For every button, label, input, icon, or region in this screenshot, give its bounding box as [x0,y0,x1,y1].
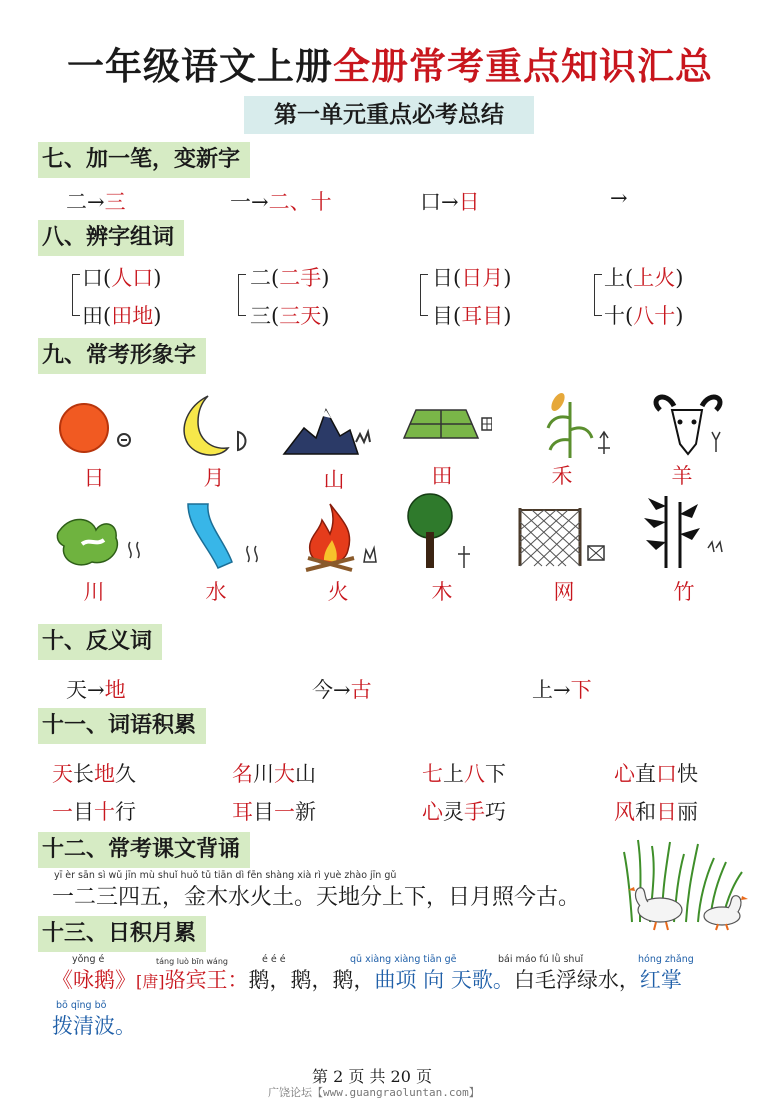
idiom-char: 日 [656,800,677,824]
recitation-pinyin: yī èr sān sì wǔ jīn mù shuǐ huǒ tǔ tiān dì fēn shàng xià rì yuè zhào jīn gǔ [54,870,397,881]
sheep-pictograph-icon [646,388,736,468]
group-char: 目 [432,304,453,328]
group-word: 二手 [279,266,322,290]
section-heading-11: 十一、词语积累 [38,708,206,744]
page-number: 第 2 页 共 20 页 [312,1067,432,1086]
section-heading-10: 十、反义词 [38,624,162,660]
title-red: 全册常考重点知识汇总 [333,45,713,88]
idiom-char: 巧 [485,800,506,824]
add-stroke-base: 口→ [420,190,459,214]
idiom-char: 直 [635,762,656,786]
group-char: 十 [604,304,625,328]
idiom-char: 七 [422,762,443,786]
poem-blue-pinyin: qū xiàng xiàng tiān gē [350,954,457,965]
idiom-item [422,796,506,826]
pictograph-label: 网 [553,580,575,604]
poem-end-pinyin: hóng zhǎng [638,954,694,965]
add-stroke-result: 日 [458,190,480,214]
pictograph-label: 水 [205,580,227,604]
idiom-item [614,796,698,826]
idiom-char: 口 [656,762,677,786]
poem-dynasty: [唐] [136,972,165,991]
add-stroke-base: → [610,186,628,210]
idiom-item [422,758,506,788]
idiom-char: 灵 [443,800,464,824]
idiom-char: 和 [635,800,656,824]
poem-e-pinyin: é é é [262,954,286,965]
group-char: 三 [250,304,271,328]
idiom-char: 天 [52,762,73,786]
group-char: 日 [432,266,453,290]
poem-text-black: 白毛浮绿水， [513,968,640,992]
idiom-char: 名 [232,762,253,786]
idiom-char: 下 [485,762,506,786]
antonym-pair [312,674,372,704]
title-black: 一年级语文上册 [67,45,333,88]
section-heading-8: 八、辨字组词 [38,220,184,256]
idiom-char: 大 [274,762,295,786]
idiom-item [52,758,136,788]
word-group-bottom: 目(耳目) [432,304,512,328]
idiom-char: 风 [614,800,635,824]
antonym-opposite: 下 [570,678,592,702]
antonym-pair [532,674,592,704]
grain-pictograph-icon [536,388,626,468]
section-heading-7: 七、加一笔，变新字 [38,142,250,178]
group-char: 口 [82,266,103,290]
brace-bracket [238,274,246,316]
idiom-char: 一 [52,800,73,824]
pictograph-label: 禾 [551,464,573,488]
add-stroke-item [610,186,628,210]
idiom-char: 快 [677,762,698,786]
brace-bracket [594,274,602,316]
pictograph-label: 竹 [673,580,695,604]
group-word: 八十 [633,304,676,328]
pictograph-label: 月 [203,466,225,490]
idiom-row [0,796,780,826]
net-pictograph-icon [516,500,606,580]
idiom-char: 上 [443,762,464,786]
poem-text-black: 鹅，鹅，鹅， [248,968,375,992]
antonym-word: 今→ [312,678,351,702]
fire-pictograph-icon [290,500,380,580]
group-char: 田 [82,304,103,328]
idiom-char: 心 [614,762,635,786]
idiom-char: 新 [295,800,316,824]
poem-title-pinyin: yǒng é [72,954,105,965]
add-stroke-base: 二→ [66,190,105,214]
add-stroke-item [230,186,332,216]
word-group-bottom: 十(八十) [604,304,684,328]
idiom-char: 手 [464,800,485,824]
idiom-char: 山 [295,762,316,786]
moon-pictograph-icon [168,388,258,468]
word-group-top: 口(人口) [82,266,162,290]
recitation-text: 一二三四五，金木水火土。天地分上下，日月照今古。 [52,885,581,910]
unit-subtitle: 第一单元重点必考总结 [244,96,534,134]
field-pictograph-icon [402,388,492,468]
antonym-opposite: 地 [104,678,126,702]
idiom-char: 十 [94,800,115,824]
poem-text-blue: 红掌 [639,968,682,992]
section-heading-13: 十三、日积月累 [38,916,206,952]
river-pictograph-icon [52,500,142,580]
idiom-char: 久 [115,762,136,786]
idiom-char: 八 [464,762,485,786]
group-word: 三天 [279,304,322,328]
poem-text-blue: 曲项 向 天歌。 [374,968,514,992]
water-pictograph-icon [168,500,258,580]
poem-line-2: 拨清波。 [52,1014,136,1038]
add-stroke-result: 二、十 [268,190,332,214]
idiom-char: 目 [73,800,94,824]
word-group-top: 上(上火) [604,266,684,290]
idiom-item [52,796,136,826]
idiom-char: 长 [73,762,94,786]
add-stroke-base: 一→ [230,190,269,214]
idiom-item [232,758,316,788]
tree-pictograph-icon [400,492,490,572]
idiom-char: 地 [94,762,115,786]
idiom-char: 耳 [232,800,253,824]
section-heading-9: 九、常考形象字 [38,338,206,374]
idiom-char: 川 [253,762,274,786]
idiom-char: 行 [115,800,136,824]
group-word: 人口 [111,266,154,290]
mountain-pictograph-icon [282,388,372,468]
group-word: 上火 [633,266,676,290]
idiom-char: 一 [274,800,295,824]
pictograph-label: 日 [83,466,105,490]
geese-in-grass-illustration [622,832,752,932]
pictograph-label: 羊 [671,464,693,488]
poem-line2-pinyin: bō qīng bō [56,1000,107,1011]
idiom-char: 心 [422,800,443,824]
group-word: 日月 [461,266,504,290]
word-group-top: 二(二手) [250,266,330,290]
bamboo-pictograph-icon [636,492,726,572]
section-heading-12: 十二、常考课文背诵 [38,832,250,868]
antonym-pair [66,674,126,704]
idiom-char: 丽 [677,800,698,824]
pictograph-label: 川 [83,580,105,604]
sun-pictograph-icon [52,388,142,468]
poem-line-1 [52,964,682,994]
idiom-char: 目 [253,800,274,824]
word-group-bottom: 田(田地) [82,304,162,328]
brace-bracket [72,274,80,316]
idiom-item [614,758,698,788]
word-group-bottom: 三(三天) [250,304,330,328]
watermark: 广饶论坛【www.guangraoluntan.com】 [268,1086,480,1099]
antonym-opposite: 古 [350,678,372,702]
idiom-row [0,758,780,788]
group-char: 上 [604,266,625,290]
page-title [0,36,780,90]
antonym-word: 上→ [532,678,571,702]
pictograph-label: 木 [431,580,453,604]
idiom-item [232,796,316,826]
add-stroke-result: 三 [104,190,126,214]
poem-author: 骆宾王： [164,968,249,992]
poem-mid-pinyin: bái máo fú lǜ shuǐ [498,954,584,965]
poem-title: 《咏鹅》 [52,968,136,992]
pictograph-label: 田 [431,464,453,488]
word-group-top: 日(日月) [432,266,512,290]
antonym-word: 天→ [66,678,105,702]
pictograph-label: 山 [323,468,345,492]
brace-bracket [420,274,428,316]
group-char: 二 [250,266,271,290]
add-stroke-item [66,186,126,216]
group-word: 耳目 [461,304,504,328]
pictograph-label: 火 [327,580,349,604]
add-stroke-item [420,186,480,216]
poem-author-pinyin: táng luò bīn wáng [156,957,228,966]
group-word: 田地 [111,304,154,328]
